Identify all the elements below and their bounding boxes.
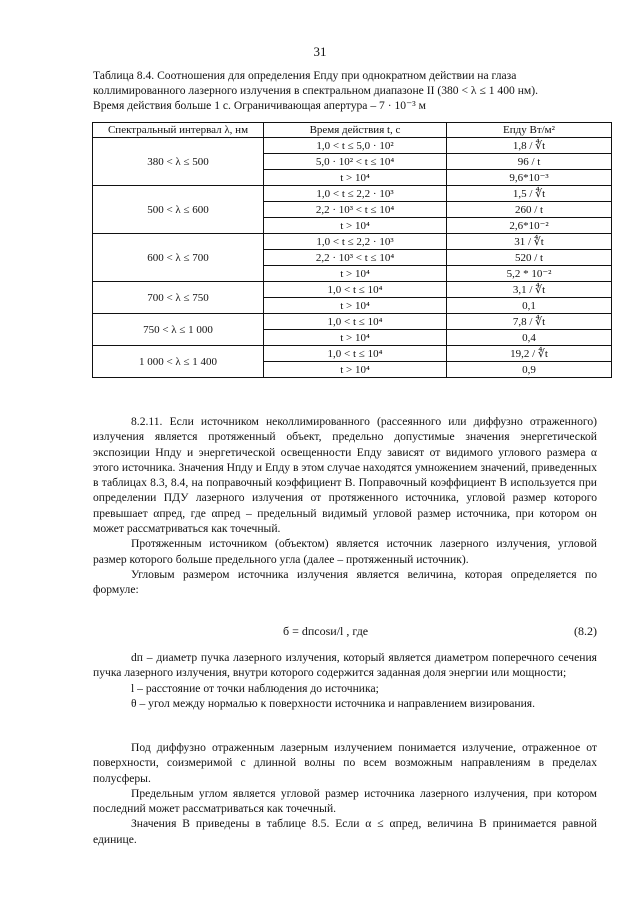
time-cell: t > 10⁴ [264,218,447,234]
time-cell: t > 10⁴ [264,266,447,282]
paragraph-8-2-11: 8.2.11. Если источником неколлимированного (рассеянного или диффузно отраженного) излучения является протяженный объект, предельно допустимые значения энергетической экспозиции Hпду и энергетической освещенности Eпду зависят от видимого углового размера α этого источника. Значения Hпду и Eпду в этом случае находятся умножением значений, приведенных в таблицах 8.3, 8.4, на поправочный коэффициент B. Поправочный коэффициент B используется при определении ПДУ лазерного излучения от протяженного источника, угловой размер которого превышает αпред, где αпред – предельный видимый угловой размер источника, при котором он может рассматриваться как точечный. [93,415,597,536]
spectral-band-cell: 700 < λ ≤ 750 [93,282,264,314]
paragraph-limit-angle: Предельным углом является угловой размер источника лазерного излучения, при котором последний может рассматриваться как точечный. [93,786,597,816]
value-cell: 1,5 / ∜t [447,186,612,202]
time-cell: 2,2 · 10³ < t ≤ 10⁴ [264,202,447,218]
value-cell: 19,2 / ∜t [447,346,612,362]
value-cell: 0,4 [447,330,612,346]
value-cell: 0,1 [447,298,612,314]
formula-number: (8.2) [574,624,597,638]
spectral-band-cell: 600 < λ ≤ 700 [93,234,264,282]
time-cell: 1,0 < t ≤ 2,2 · 10³ [264,234,447,250]
value-cell: 1,8 / ∜t [447,138,612,154]
value-cell: 7,8 / ∜t [447,314,612,330]
caption-line: коллимированного лазерного излучения в спектральном диапазоне II (380 < λ ≤ 1 400 нм). [93,84,538,97]
column-header-irradiance: Eпду Вт/м² [447,123,612,138]
table-row [93,282,612,298]
caption-line: Время действия больше 1 с. Ограничивающая апертура – 7 · 10⁻³ м [93,99,426,112]
table-row [93,186,612,202]
definition-beam-diameter: dп – диаметр пучка лазерного излучения, который является диаметром поперечного сечения пучка лазерного излучения, внутри которого содержится заданная доля энергии или мощности; [93,651,597,680]
paragraph-diffuse: Под диффузно отраженным лазерным излучением понимается излучение, отраженное от поверхности, соизмеримой с длинной волны по всем возможным направлениям в пределах полусферы. [93,741,597,785]
page-number: 31 [313,44,327,59]
value-cell: 96 / t [447,154,612,170]
column-header-spectral-interval: Спектральный интервал λ, нм [93,123,264,138]
time-cell: t > 10⁴ [264,330,447,346]
paragraph-angular-size: Угловым размером источника излучения является величина, которая определяется по формуле: [93,567,597,597]
column-header-exposure-time: Время действия t, с [264,123,447,138]
definition-angle: θ – угол между нормалью к поверхности источника и направлением визирования. [131,696,536,710]
formula-text: б = dпcosи/l , где [283,624,369,638]
spectral-band-cell: 380 < λ ≤ 500 [93,138,264,186]
time-cell: 5,0 · 10² < t ≤ 10⁴ [264,154,447,170]
time-cell: 1,0 < t ≤ 10⁴ [264,314,447,330]
time-cell: 1,0 < t ≤ 10⁴ [264,346,447,362]
value-cell: 3,1 / ∜t [447,282,612,298]
caption-line: Таблица 8.4. Соотношения для определения Eпду при однократном действии на глаза [93,69,517,82]
value-cell: 31 / ∜t [447,234,612,250]
value-cell: 0,9 [447,362,612,378]
table-row [93,138,612,154]
section-8-2-11 [93,414,597,598]
paragraph-extended-source: Протяженным источником (объектом) является источник лазерного излучения, угловой размер которого больше предельного угла (далее – протяженный источник). [93,537,597,566]
value-cell: 520 / t [447,250,612,266]
table-header-row [93,123,612,138]
table-row [93,346,612,362]
spectral-band-cell: 500 < λ ≤ 600 [93,186,264,234]
table-row [93,314,612,330]
definition-distance: l – расстояние от точки наблюдения до источника; [131,681,379,695]
time-cell: t > 10⁴ [264,170,447,186]
spectral-band-cell: 750 < λ ≤ 1 000 [93,314,264,346]
time-cell: t > 10⁴ [264,362,447,378]
time-cell: 2,2 · 10³ < t ≤ 10⁴ [264,250,447,266]
section-diffuse [93,740,597,847]
time-cell: t > 10⁴ [264,298,447,314]
time-cell: 1,0 < t ≤ 10⁴ [264,282,447,298]
exposure-limits-table [92,122,612,378]
table-caption [93,68,593,113]
value-cell: 9,6*10⁻³ [447,170,612,186]
formula-definitions [93,650,597,711]
value-cell: 5,2 * 10⁻² [447,266,612,282]
paragraph-values-b: Значения B приведены в таблице 8.5. Если α ≤ αпред, величина B принимается равной единице. [93,817,597,846]
time-cell: 1,0 < t ≤ 5,0 · 10² [264,138,447,154]
table-row [93,234,612,250]
time-cell: 1,0 < t ≤ 2,2 · 10³ [264,186,447,202]
spectral-band-cell: 1 000 < λ ≤ 1 400 [93,346,264,378]
value-cell: 260 / t [447,202,612,218]
value-cell: 2,6*10⁻² [447,218,612,234]
